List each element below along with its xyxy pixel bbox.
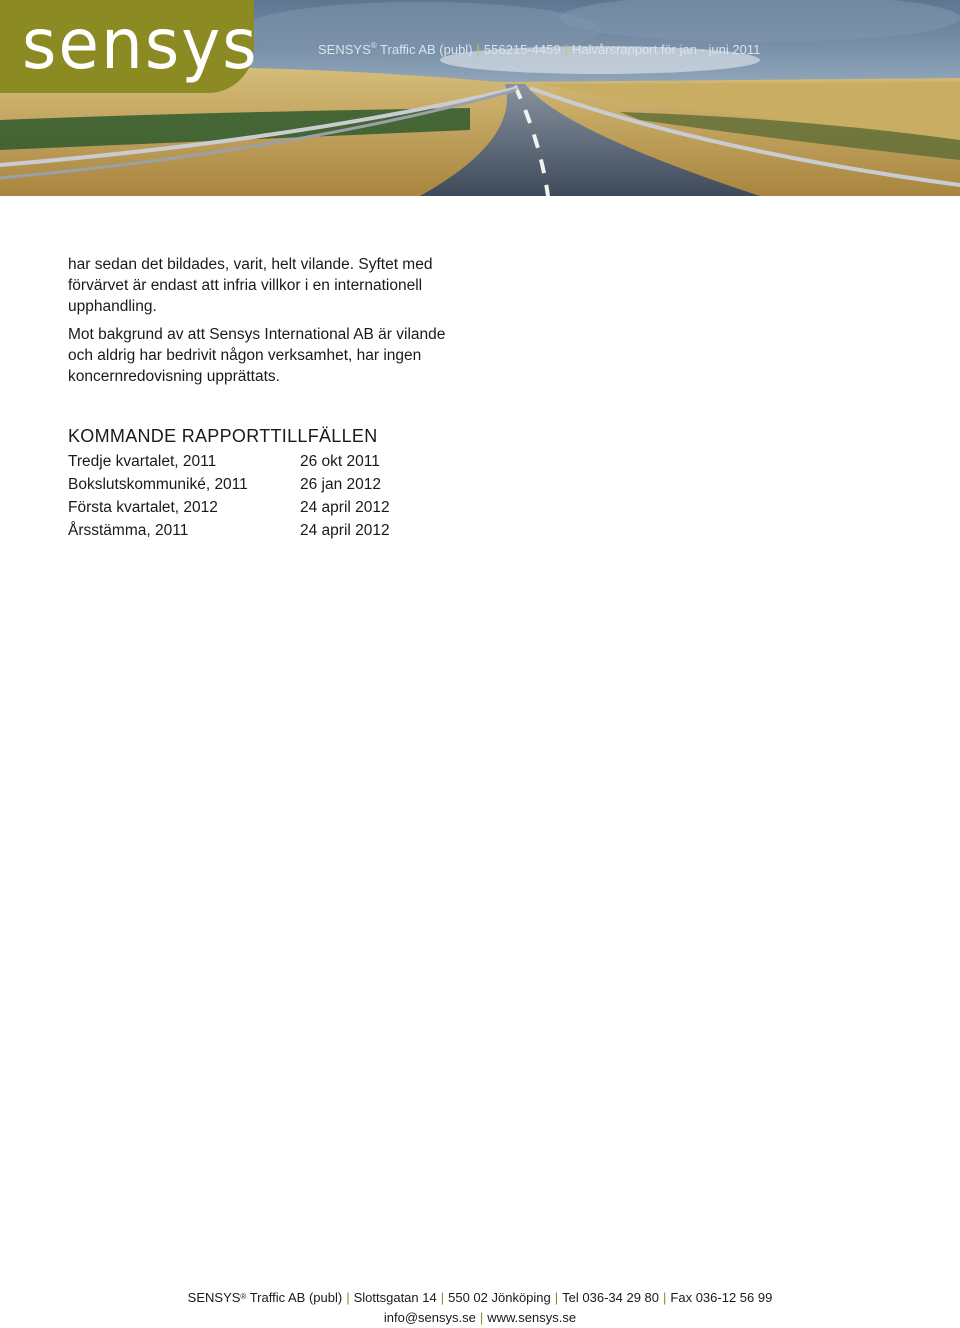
registered-mark: ® [370, 41, 377, 50]
schedule-date: 24 april 2012 [300, 499, 390, 516]
footer-address: Slottsgatan 14 [353, 1290, 437, 1305]
footer-company-rest: Traffic AB (publ) [249, 1290, 343, 1305]
header-info [318, 42, 760, 57]
schedule-date: 24 april 2012 [300, 522, 390, 539]
footer-email-link[interactable]: info@sensys.se [383, 1310, 476, 1325]
schedule-label: Årsstämma, 2011 [68, 522, 189, 539]
section-title: KOMMANDE RAPPORTTILLFÄLLEN [68, 426, 378, 446]
schedule-date: 26 okt 2011 [300, 453, 380, 470]
paragraph: har sedan det bildades, varit, helt vilande. Syftet med förvärvet är endast att infria villkor i en internationell upphandling. [68, 256, 433, 315]
header-org-number: 556215-4459 [483, 42, 561, 57]
schedule-label: Bokslutskommuniké, 2011 [68, 476, 248, 493]
footer-company: SENSYS [187, 1290, 241, 1305]
page-footer [0, 1288, 960, 1328]
separator: | [479, 1310, 484, 1325]
schedule-date: 26 jan 2012 [300, 476, 382, 493]
schedule-row [68, 519, 488, 542]
report-schedule [68, 450, 488, 542]
separator: | [663, 1290, 667, 1305]
footer-contact-line [0, 1308, 960, 1328]
logo-tab [0, 0, 259, 93]
separator: | [564, 42, 568, 57]
registered-mark: ® [240, 1292, 247, 1301]
separator: | [440, 1290, 445, 1305]
schedule-row [68, 450, 488, 473]
sensys-logo: sensys [22, 3, 259, 85]
header-report-title: Halvårsrapport för jan - juni 2011 [571, 42, 761, 57]
footer-city: 550 02 Jönköping [448, 1290, 551, 1305]
header-company-rest: Traffic AB (publ) [380, 42, 473, 57]
paragraph: Mot bakgrund av att Sensys International AB är vilande och aldrig har bedrivit någon verksamhet, har ingen koncernredovisning upprättats. [68, 326, 446, 385]
schedule-row [68, 473, 488, 496]
separator: | [346, 1290, 350, 1305]
schedule-label: Tredje kvartalet, 2011 [68, 453, 217, 470]
separator: | [554, 1290, 559, 1305]
body-text [68, 254, 448, 394]
schedule-row [68, 496, 488, 519]
header-banner [0, 0, 960, 196]
header-company: SENSYS [318, 42, 371, 57]
footer-website-link[interactable]: www.sensys.se [487, 1310, 577, 1325]
separator: | [476, 42, 480, 57]
footer-address-line [0, 1288, 960, 1308]
footer-fax: Fax 036-12 56 99 [670, 1290, 773, 1305]
schedule-label: Första kvartalet, 2012 [68, 499, 218, 516]
footer-phone: Tel 036-34 29 80 [562, 1290, 660, 1305]
